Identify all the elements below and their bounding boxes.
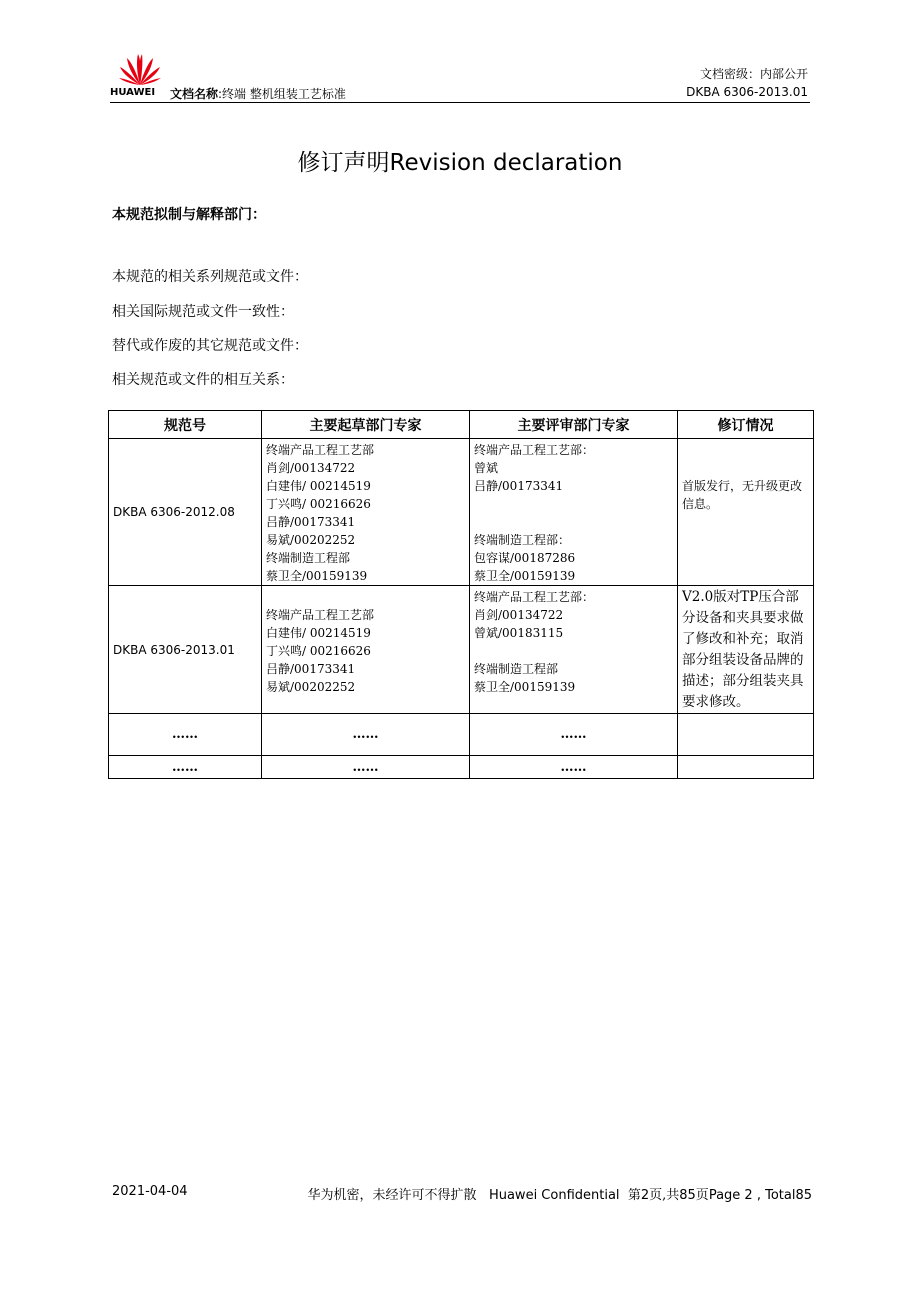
revision-cell	[678, 586, 814, 714]
page-cn-mid: 页,共	[649, 1188, 680, 1203]
reviewer-line: 肖剑/00134722	[474, 608, 564, 622]
intro-line-related-series: 本规范的相关系列规范或文件：	[112, 269, 308, 285]
reviewer-line	[474, 642, 673, 660]
revision-text: V2.0版对TP压合部分设备和夹具要求做了修改和补充；取消部分组装设备品牌的描述；部分组装夹具要求修改。	[682, 589, 804, 710]
confidential-cn: 华为机密，未经许可不得扩散	[307, 1188, 477, 1203]
table-header-row	[109, 411, 814, 439]
reviewer-line: 包容谋/00187286	[474, 551, 576, 565]
ellipsis-cell: ……	[470, 756, 678, 779]
header-drafting-experts: 主要起草部门专家	[262, 411, 470, 439]
document-name	[170, 85, 346, 102]
reviewer-line: 终端制造工程部	[474, 662, 559, 676]
drafter-line: 丁兴鸣/ 00216626	[266, 644, 371, 658]
reviewer-line: 蔡卫全/00159139	[474, 569, 576, 583]
document-name-label: 文档名称	[170, 87, 219, 101]
table-row	[109, 439, 814, 586]
footer-date: 2021-04-04	[112, 1184, 188, 1199]
empty-cell	[678, 756, 814, 779]
huawei-logo	[110, 50, 170, 102]
drafter-line: 吕静/00173341	[266, 662, 356, 676]
intro-line-relationships: 相关规范或文件的相互关系：	[112, 372, 294, 388]
ellipsis-cell: ……	[262, 714, 470, 756]
ellipsis-cell: ……	[109, 714, 262, 756]
drafter-line: 终端制造工程部	[266, 551, 351, 565]
revision-table	[108, 410, 814, 779]
reviewer-line: 吕静/00173341	[474, 479, 564, 493]
drafter-line: 易斌/00202252	[266, 533, 356, 547]
spec-number-cell: DKBA 6306-2013.01	[109, 586, 262, 714]
page-number: 2	[640, 1188, 650, 1203]
reviewer-line: 终端制造工程部：	[474, 533, 571, 547]
confidential-en: Huawei Confidential	[488, 1188, 620, 1203]
drafter-line: 白建伟/ 00214519	[266, 479, 371, 493]
table-row	[109, 586, 814, 714]
table-row	[109, 756, 814, 779]
reviewer-line	[474, 513, 673, 531]
table-row	[109, 714, 814, 756]
document-name-value: :终端 整机组装工艺标准	[218, 87, 346, 101]
ellipsis-cell: ……	[470, 714, 678, 756]
reviewer-line: 终端产品工程工艺部：	[474, 590, 595, 604]
page-cn-prefix: 第	[627, 1188, 641, 1203]
drafter-line	[266, 588, 465, 606]
ellipsis-cell: ……	[109, 756, 262, 779]
intro-heading: 本规范拟制与解释部门：	[112, 207, 266, 223]
reviewer-line: 曾斌/00183115	[474, 626, 564, 640]
reviewer-line	[474, 495, 673, 513]
revision-text: 首版发行，无升级更改信息。	[682, 479, 803, 511]
page-total: 85	[679, 1188, 696, 1203]
page-header	[110, 50, 810, 103]
intro-line-international-consistency: 相关国际规范或文件一致性：	[112, 304, 294, 320]
drafter-line: 白建伟/ 00214519	[266, 626, 371, 640]
page-cn-suffix: 页	[695, 1188, 709, 1203]
reviewer-line: 蔡卫全/00159139	[474, 680, 576, 694]
huawei-petals-icon	[118, 52, 162, 86]
document-code: DKBA 6306-2013.01	[686, 85, 808, 99]
reviewer-line: 曾斌	[474, 461, 499, 475]
header-spec-number: 规范号	[109, 411, 262, 439]
intro-line-replaced-documents: 替代或作废的其它规范或文件：	[112, 338, 308, 354]
header-revision-status: 修订情况	[678, 411, 814, 439]
logo-wordmark: HUAWEI	[110, 87, 156, 98]
reviewers-cell	[470, 586, 678, 714]
drafter-line: 吕静/00173341	[266, 515, 356, 529]
ellipsis-cell: ……	[262, 756, 470, 779]
spec-number-cell: DKBA 6306-2012.08	[109, 439, 262, 586]
drafter-line: 蔡卫全/00159139	[266, 569, 368, 583]
drafter-line: 肖剑/00134722	[266, 461, 356, 475]
page-en: Page 2 , Total85	[708, 1188, 812, 1203]
page-title: 修订声明Revision declaration	[297, 150, 623, 176]
security-level: 文档密级：内部公开	[699, 67, 808, 81]
drafter-line: 终端产品工程工艺部	[266, 608, 375, 622]
drafters-cell	[262, 439, 470, 586]
drafter-line: 丁兴鸣/ 00216626	[266, 497, 371, 511]
header-review-experts: 主要评审部门专家	[470, 411, 678, 439]
footer-confidential	[308, 1184, 812, 1203]
drafter-line: 易斌/00202252	[266, 680, 356, 694]
empty-cell	[678, 714, 814, 756]
reviewers-cell	[470, 439, 678, 586]
drafter-line: 终端产品工程工艺部	[266, 443, 375, 457]
revision-cell	[678, 439, 814, 586]
drafters-cell	[262, 586, 470, 714]
reviewer-line: 终端产品工程工艺部：	[474, 443, 595, 457]
